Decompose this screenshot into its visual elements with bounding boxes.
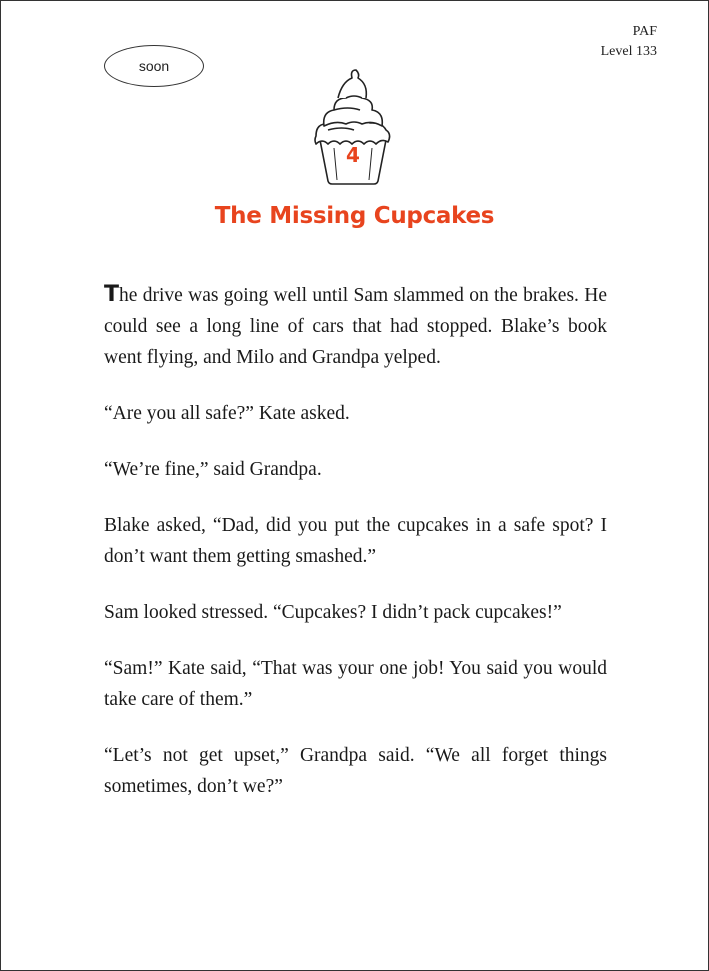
story-paragraph-7: “Let’s not get upset,” Grandpa said. “We all forget things sometimes, don’t we?” — [104, 745, 607, 797]
first-paragraph-text: he drive was going well until Sam slammed on the brakes. He could see a long line of cars that had stopped. Blake’s book went flying, and Milo and Grandpa yelped. — [104, 285, 607, 368]
story-paragraph-1 — [104, 279, 607, 373]
chapter-title: The Missing Cupcakes — [214, 203, 495, 229]
level-info — [601, 22, 657, 62]
focus-word: soon — [138, 58, 170, 74]
cupcake-icon — [312, 68, 394, 188]
level-label: Level 133 — [600, 44, 657, 59]
series-label: PAF — [632, 24, 657, 39]
story-text — [104, 279, 607, 827]
story-paragraph-4: Blake asked, “Dad, did you put the cupcakes in a safe spot? I don’t want them getting smashed.” — [104, 515, 607, 567]
drop-cap: T — [104, 282, 120, 307]
focus-word-oval — [104, 45, 204, 87]
story-paragraph-3: “We’re fine,” said Grandpa. — [104, 459, 322, 480]
story-paragraph-5: Sam looked stressed. “Cupcakes? I didn’t pack cupcakes!” — [104, 602, 562, 623]
chapter-number: 4 — [346, 143, 360, 167]
story-paragraph-2: “Are you all safe?” Kate asked. — [104, 403, 350, 424]
story-paragraph-6: “Sam!” Kate said, “That was your one job! You said you would take care of them.” — [104, 658, 607, 710]
